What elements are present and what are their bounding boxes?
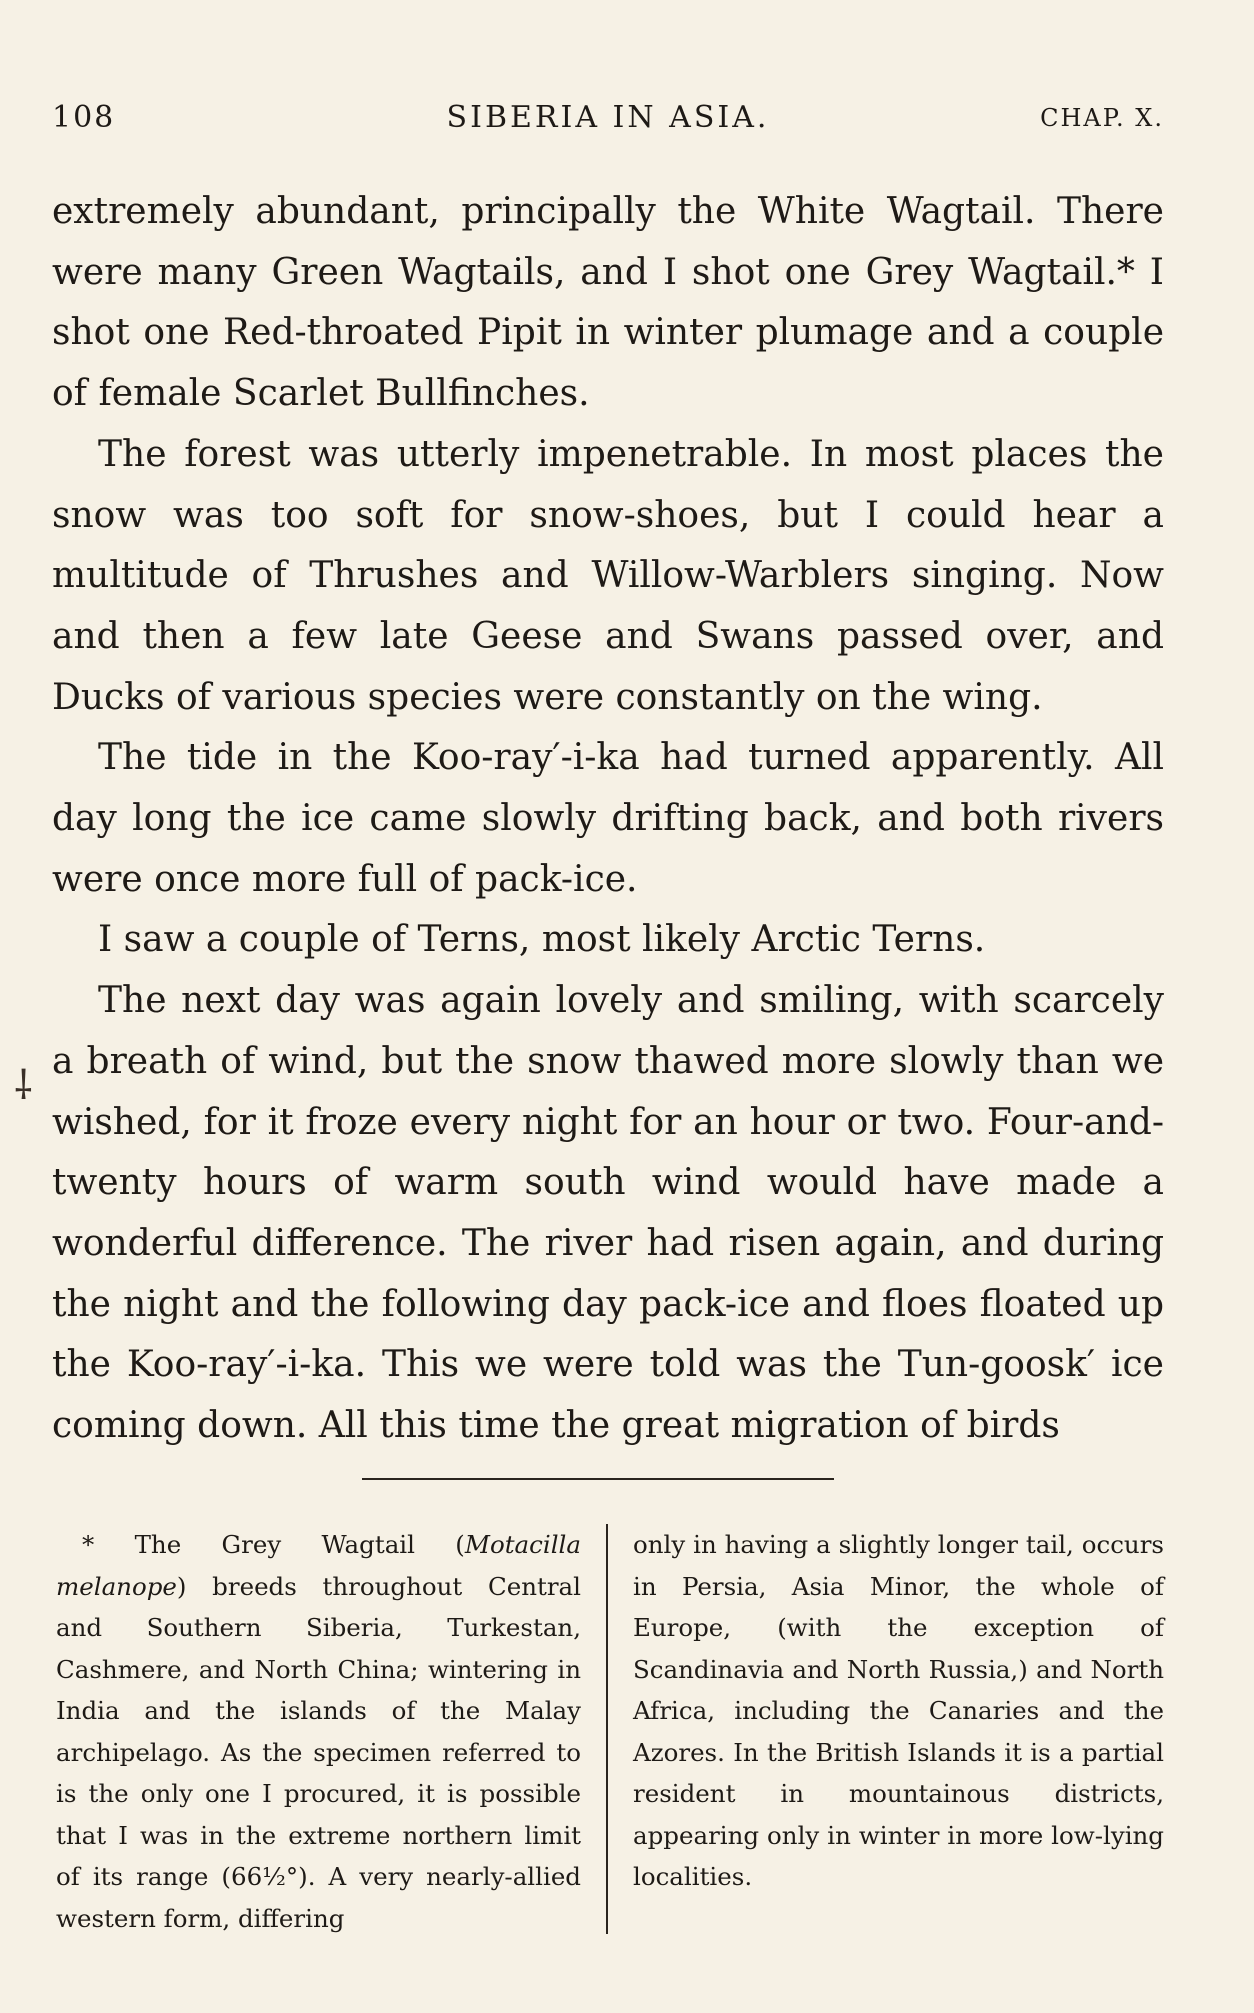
paragraph-4: I saw a couple of Terns, most likely Arctic Terns. bbox=[98, 919, 986, 961]
chapter-label: CHAP. X. bbox=[1040, 104, 1164, 132]
page-number: 108 bbox=[52, 100, 116, 135]
species-name: Motacilla melanope bbox=[56, 1530, 581, 1601]
paragraph-1: extremely abundant, principally the White Wagtail. There were many Green Wagtails, and I shot one Grey Wagtail.* I shot one Red-throated Pipit in winter plumage and a couple of female Scarlet Bullfinches. bbox=[52, 191, 1164, 415]
footnote-column-right bbox=[633, 1524, 1164, 1898]
running-title: SIBERIA IN ASIA. bbox=[446, 100, 770, 135]
paragraph-2: The forest was utterly impenetrable. In most places the snow was too soft for snow-shoes, but I could hear a multitude of Thrushes and Willow-Warblers singing. Now and then a few late Geese and Swans passed over, and Ducks of various species were constantly on the wing. bbox=[52, 433, 1164, 718]
footnotes bbox=[56, 1524, 1164, 1944]
paragraph-5: The next day was again lovely and smiling, with scarcely a breath of wind, but the snow thawed more slowly than we wished, for it froze every night for an hour or two. Four-and-twenty hours of warm south wind would have made a wonderful difference. The river had risen again, and during the night and the following day pack-ice and floes floated up the Koo-ray′-i-ka. This we were told was the Tun-goosk′ ice coming down. All this time the great migration of birds bbox=[52, 980, 1164, 1447]
running-header bbox=[52, 100, 1164, 144]
footnote-text-right: only in having a slightly longer tail, occurs in Persia, Asia Minor, the whole of Europe, (with the exception of Scandinavia and North Russia,) and North Africa, including the Canaries and the Azores. In the British Islands it is a partial resident in mountainous districts, appearing only in winter in more low-lying localities. bbox=[633, 1530, 1164, 1891]
footnote-intro: The Grey Wagtail ( bbox=[134, 1530, 465, 1559]
margin-annotation: ⸸ bbox=[14, 1063, 33, 1109]
paragraph-3: The tide in the Koo-ray′-i-ka had turned apparently. All day long the ice came slowly drifting back, and both rivers were once more full of pack-ice. bbox=[52, 737, 1164, 900]
main-text bbox=[52, 182, 1164, 1457]
footnote-marker: * bbox=[82, 1530, 135, 1559]
footnote-left-rest: ) breeds throughout Central and Southern Siberia, Turkestan, Cashmere, and North China; wintering in India and the islands of the Malay archipelago. As the specimen referred to is the only one I procured, it is possible that I was in the extreme northern limit of its range (66½°). A very nearly-allied western form, differing bbox=[56, 1571, 581, 1933]
footnote-column-left bbox=[56, 1524, 581, 1939]
footnote-rule bbox=[362, 1478, 834, 1480]
footnote-column-divider bbox=[606, 1524, 608, 1934]
footnote-text-left bbox=[56, 1524, 581, 1939]
